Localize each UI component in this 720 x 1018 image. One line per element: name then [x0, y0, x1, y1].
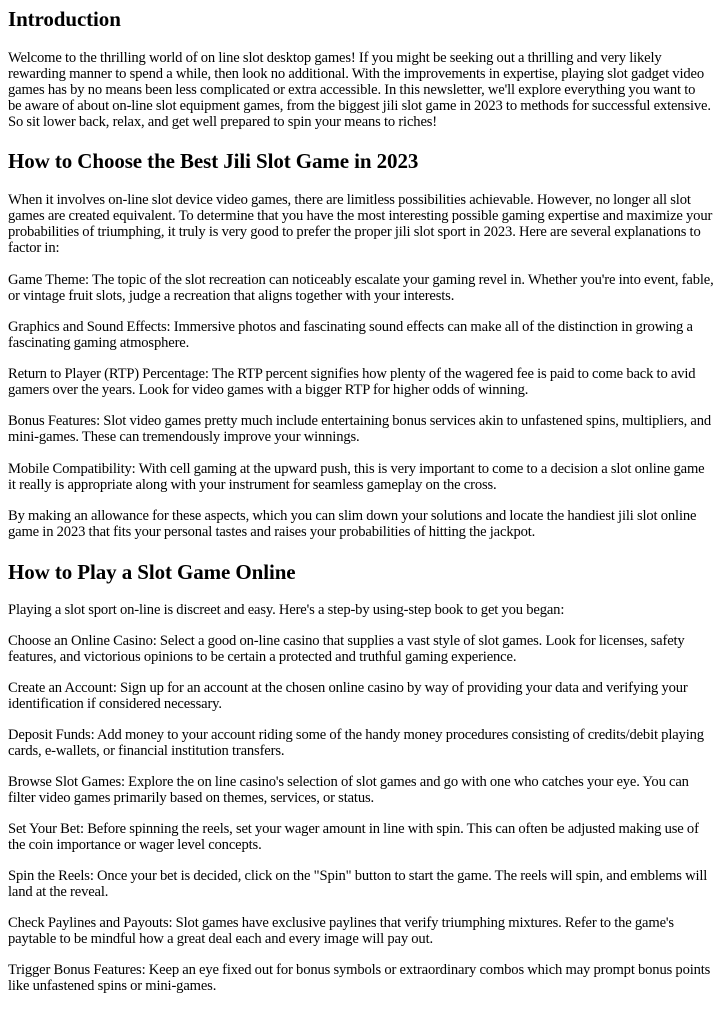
- heading-introduction: Introduction: [8, 7, 121, 31]
- paragraph-play-intro: Playing a slot sport on-line is discreet and easy. Here's a step-by using-step book to get you began:: [8, 602, 565, 618]
- paragraph-introduction: Welcome to the thrilling world of on line slot desktop games! If you might be seeking out a thrilling and very likely rewarding manner to spend a while, then look no additional. With the improvements in expertise, playing slot gadget video games has by no means been less complicated or extra accessible. In this newsletter, we'll explore everything you want to be aware of about on-line slot equipment games, from the biggest jili slot game in 2023 to methods for successful extensive. So sit lower back, relax, and get well prepared to spin your means to riches!: [8, 50, 711, 130]
- paragraph-spin-reels: Spin the Reels: Once your bet is decided, click on the "Spin" button to start the game. The reels will spin, and emblems will land at the reveal.: [8, 868, 708, 900]
- paragraph-mobile-compatibility: Mobile Compatibility: With cell gaming at the upward push, this is very important to come to a decision a slot online game it really is appropriate along with your instrument for seamless gameplay on the cross.: [8, 461, 705, 493]
- heading-how-to-play: How to Play a Slot Game Online: [8, 560, 296, 584]
- paragraph-browse-slots: Browse Slot Games: Explore the on line casino's selection of slot games and go with one who catches your eye. You can filter video games primarily based on themes, services, or status.: [8, 774, 689, 806]
- paragraph-bonus-features: Bonus Features: Slot video games pretty much include entertaining bonus services akin to unfastened spins, multipliers, and mini-games. These can tremendously improve your winnings.: [8, 413, 712, 445]
- paragraph-choose-summary: By making an allowance for these aspects, which you can slim down your solutions and locate the handiest jili slot online game in 2023 that fits your personal tastes and raises your probabilities of hitting the jackpot.: [8, 508, 697, 540]
- paragraph-choose-intro: When it involves on-line slot device video games, there are limitless possibilities achievable. However, no longer all slot games are created equivalent. To determine that you have the most interesting possible gaming expertise and maximize your probabilities of triumphing, it truly is very good to prefer the proper jili slot sport in 2023. Here are several explanations to factor in:: [8, 192, 713, 256]
- paragraph-set-bet: Set Your Bet: Before spinning the reels, set your wager amount in line with spin. This can often be adjusted making use of the coin importance or wager level concepts.: [8, 821, 699, 853]
- paragraph-graphics-sound: Graphics and Sound Effects: Immersive photos and fascinating sound effects can make all of the distinction in growing a fascinating gaming atmosphere.: [8, 319, 693, 351]
- paragraph-create-account: Create an Account: Sign up for an account at the chosen online casino by way of providing your data and verifying your identification if considered necessary.: [8, 680, 688, 712]
- paragraph-deposit-funds: Deposit Funds: Add money to your account riding some of the handy money procedures consisting of credits/debit playing cards, e-wallets, or financial institution transfers.: [8, 727, 704, 759]
- paragraph-trigger-bonus: Trigger Bonus Features: Keep an eye fixed out for bonus symbols or extraordinary combos which may prompt bonus points like unfastened spins or mini-games.: [8, 962, 711, 994]
- paragraph-paylines: Check Paylines and Payouts: Slot games have exclusive paylines that verify triumphing mixtures. Refer to the game's paytable to be mindful how a great deal each and every image will pay out.: [8, 915, 674, 947]
- paragraph-rtp: Return to Player (RTP) Percentage: The RTP percent signifies how plenty of the wagered fee is paid to come back to avid gamers over the years. Look for video games with a bigger RTP for higher odds of winning.: [8, 366, 696, 398]
- paragraph-game-theme: Game Theme: The topic of the slot recreation can noticeably escalate your gaming revel in. Whether you're into event, fable, or vintage fruit slots, judge a recreation that aligns together with your interests.: [8, 272, 714, 304]
- paragraph-choose-casino: Choose an Online Casino: Select a good on-line casino that supplies a vast style of slot games. Look for licenses, safety features, and victorious opinions to be certain a protected and truthful gaming experience.: [8, 633, 685, 665]
- heading-choose-best-slot: How to Choose the Best Jili Slot Game in 2023: [8, 149, 419, 173]
